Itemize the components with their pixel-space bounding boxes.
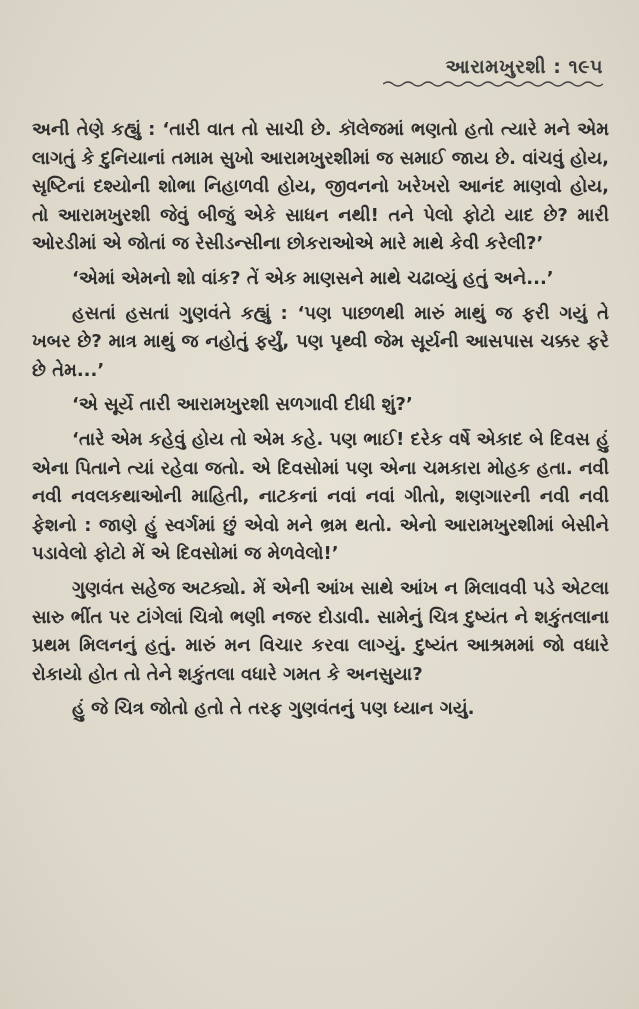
paragraph: ‘તારે એમ કહેવું હોય તો એમ કહે. પણ ભાઈ! દરેક વર્ષે એકાદ બે દિવસ હું એના પિતાને ત્યાં રહેવા જતો. એ દિવસોમાં પણ એના ચમકારા મોહક હતા. નવી નવી નવલકથાઓની માહિતી, નાટકનાં નવાં નવાં ગીતો, શણગારની નવી નવી ફેશનો : જાણે હું સ્વર્ગમાં છું એવો મને ભ્રમ થતો. એનો આરામખુરશીમાં બેસીને પડાવેલો ફોટો મેં એ દિવસોમાં જ મેળવેલો!’ <box>32 428 609 565</box>
paragraph: ‘એમાં એમનો શો વાંક? તેં એક માણસને માથે ચઢાવ્યું હતું અને...’ <box>72 267 554 289</box>
body-text <box>32 116 609 724</box>
paragraph: ‘એ સૂર્યે તારી આરામખુરશી સળગાવી દીધી શું?’ <box>72 394 413 416</box>
running-head <box>32 56 609 100</box>
paragraph: હસતાં હસતાં ગુણવંતે કહ્યું : ‘પણ પાછળથી મારું માથું જ ફરી ગયું તે ખબર છે? માત્ર માથું જ નહોતું ફર્યું, પણ પૃથ્વી જેમ સૂર્યની આસપાસ ચક્કર ફરે છે તેમ...’ <box>32 302 609 381</box>
running-title: આરામખુરશી : ૧૯૫ <box>445 56 603 78</box>
paragraph: અની તેણે કહ્યું : ‘તારી વાત તો સાચી છે. કૉલેજમાં ભણતો હતો ત્યારે મને એમ લાગતું કે દુનિયાનાં તમામ સુખો આરામખુરશીમાં જ સમાઈ જાય છે. વાંચવું હોય, સૃષ્ટિનાં દશ્યોની શોભા નિહાળવી હોય, જીવનનો ખરેખરો આનંદ માણવો હોય, તો આરામખુરશી જેવું બીજું એકે સાધન નથી! તને પેલો ફોટો યાદ છે? મારી ઓરડીમાં એ જોતાં જ રેસીડન્સીના છોકરાઓએ મારે માથે કેવી કરેલી?’ <box>32 119 609 255</box>
paragraph: હું જે ચિત્ર જોતો હતો તે તરફ ગુણવંતનું પણ ધ્યાન ગયું. <box>72 698 475 720</box>
wavy-underline <box>383 80 603 88</box>
paragraph: ગુણવંત સહેજ અટક્યો. મેં એની આંખ સાથે આંખ ન મિલાવવી પડે એટલા સારુ ભીંત પર ટાંગેલાં ચિત્રો ભણી નજર દોડાવી. સામેનું ચિત્ર દુષ્યંત ને શકુંતલાના પ્રથમ મિલનનું હતું. મારું મન વિચાર કરવા લાગ્યું. દુષ્યંત આશ્રમમાં જો વધારે રોકાયો હોત તો તેને શકુંતલા વધારે ગમત કે અનસુયા? <box>32 577 609 685</box>
